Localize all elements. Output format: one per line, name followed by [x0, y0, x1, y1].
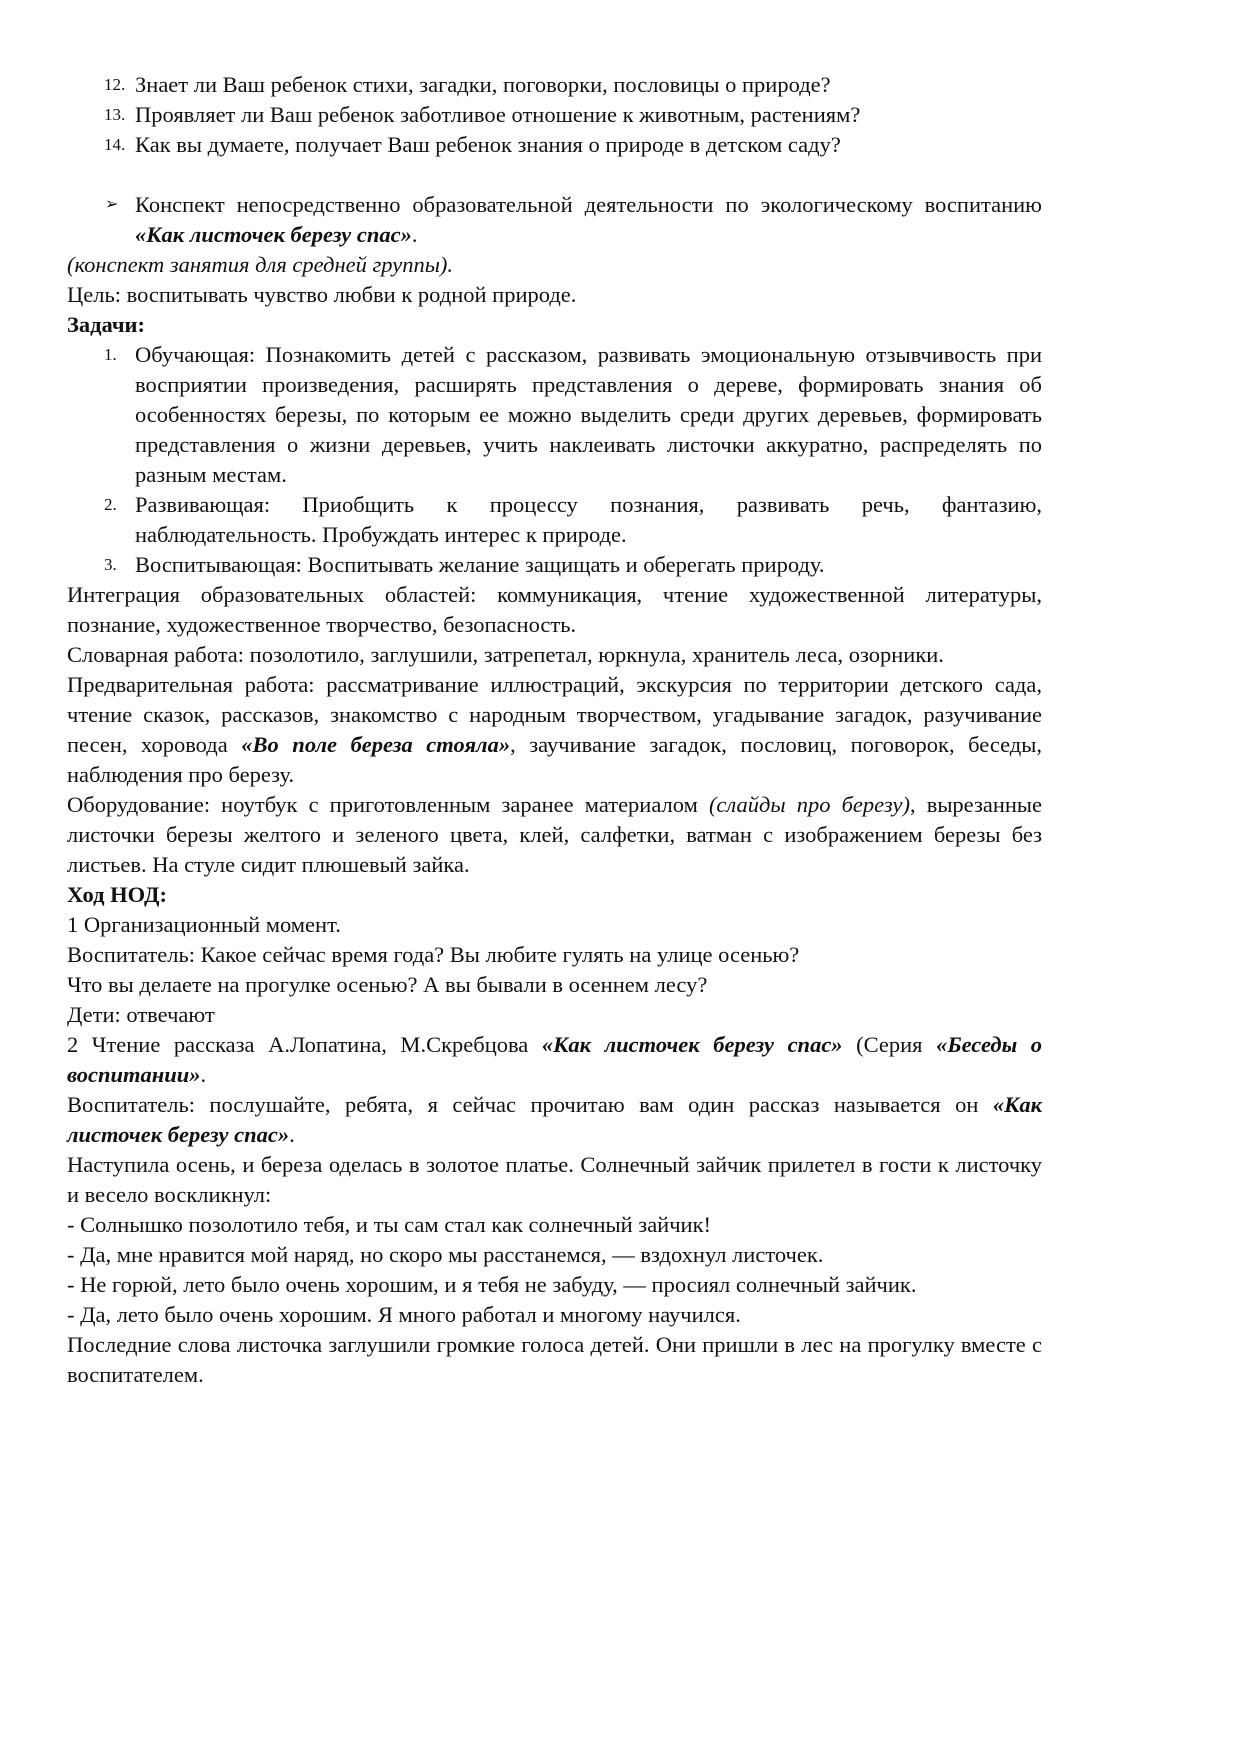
step-2-text: 2 Чтение рассказа А.Лопатина, М.Скребцова — [67, 1032, 542, 1057]
equipment-note: (слайды про березу) — [708, 792, 910, 817]
arrow-bullet-icon: ➢ — [105, 196, 119, 213]
question-text: Знает ли Ваш ребенок стихи, загадки, поговорки, пословицы о природе? — [135, 72, 831, 97]
task-text: Воспитывающая: Воспитывать желание защищать и оберегать природу. — [135, 552, 825, 577]
step-2 — [67, 1030, 1042, 1090]
teacher-line-cont: Что вы делаете на прогулке осенью? А вы бывали в осеннем лесу? — [67, 972, 708, 997]
question-number: 13. — [104, 105, 126, 124]
story-dialogue: - Не горюй, лето было очень хорошим, и я тебя не забуду, — просиял солнечный зайчик. — [67, 1272, 917, 1297]
equipment-text: Оборудование: ноутбук с приготовленным заранее материалом — [67, 792, 709, 817]
summary-end: . — [411, 222, 418, 247]
vocabulary-paragraph: Словарная работа: позолотило, заглушили, затрепетал, юркнула, хранитель леса, озорники. — [67, 642, 944, 667]
story-paragraph: Наступила осень, и береза оделась в золотое платье. Солнечный зайчик прилетел в гости к листочку и весело воскликнул: — [67, 1152, 1042, 1207]
story-title: «Как листочек березу спас» — [541, 1032, 843, 1057]
preliminary-paragraph — [67, 670, 1042, 790]
teacher-intro-end: . — [289, 1122, 295, 1147]
goal: Цель: воспитывать чувство любви к родной природе. — [67, 282, 577, 307]
question-item — [67, 100, 1042, 130]
story-paragraph: Последние слова листочка заглушили громкие голоса детей. Они пришли в лес на прогулку вместе с воспитателем. — [67, 1332, 1042, 1387]
question-text: Проявляет ли Ваш ребенок заботливое отношение к животным, растениям? — [135, 102, 861, 127]
task-text: Обучающая: Познакомить детей с рассказом, развивать эмоциональную отзывчивость при восприятии произведения, расширять представления о дереве, формировать знания об особенностях березы, по которым ее можно выделить среди других деревьев, формировать представления о жизни деревьев, учить наклеивать листочки аккуратно, распределять по разным местам. — [135, 342, 1042, 487]
preliminary-text: Предварительная работа: рассматривание иллюстраций, экскурсия по территории детского сада, чтение сказок, рассказов, знакомство с народным творчеством, угадывание загадок, разучивание песен, хоровода — [67, 672, 1042, 757]
subtitle: (конспект занятия для средней группы). — [67, 252, 454, 277]
task-item — [67, 490, 1042, 550]
step-1: 1 Организационный момент. — [67, 912, 341, 937]
dance-title: «Во поле береза стояла» — [241, 732, 511, 757]
task-number: 2. — [104, 495, 117, 514]
task-item — [67, 550, 1042, 580]
series-title: «Беседы о воспитании» — [67, 1032, 1043, 1087]
story-dialogue: - Солнышко позолотило тебя, и ты сам стал как солнечный зайчик! — [67, 1212, 712, 1237]
question-number: 12. — [104, 75, 126, 94]
preliminary-text-end: , заучивание загадок, пословиц, поговорок, беседы, наблюдения про березу. — [67, 732, 1042, 787]
summary-title: «Как листочек березу спас» — [135, 222, 412, 247]
summary-bullet — [67, 190, 1042, 250]
question-item — [67, 130, 1042, 160]
summary-text: Конспект непосредственно образовательной деятельности по экологическому воспитанию — [135, 192, 1042, 217]
teacher-intro — [67, 1090, 1042, 1150]
teacher-intro-text: Воспитатель: послушайте, ребята, я сейчас прочитаю вам один рассказ называется он — [67, 1092, 993, 1117]
story-dialogue: - Да, мне нравится мой наряд, но скоро мы расстанемся, — вздохнул листочек. — [67, 1242, 824, 1267]
teacher-line: Воспитатель: Какое сейчас время года? Вы любите гулять на улице осенью? — [67, 942, 800, 967]
tasks-heading: Задачи: — [67, 312, 146, 337]
course-heading: Ход НОД: — [67, 882, 168, 907]
story-title: «Как листочек березу спас» — [67, 1092, 1042, 1147]
question-number: 14. — [104, 135, 126, 154]
children-line: Дети: отвечают — [67, 1002, 215, 1027]
task-text: Развивающая: Приобщить к процессу познания, развивать речь, фантазию, наблюдательность. Пробуждать интерес к природе. — [135, 492, 1042, 547]
equipment-text-end: , вырезанные листочки березы желтого и зеленого цвета, клей, салфетки, ватман с изображением березы без листьев. На стуле сидит плюшевый зайка. — [67, 792, 1043, 877]
task-number: 3. — [104, 555, 117, 574]
document-page — [67, 70, 1042, 1390]
equipment-paragraph — [67, 790, 1042, 880]
story-dialogue: - Да, лето было очень хорошим. Я много работал и многому научился. — [67, 1302, 741, 1327]
task-item — [67, 340, 1042, 490]
step-2-mid: (Серия — [842, 1032, 937, 1057]
task-number: 1. — [104, 345, 117, 364]
integration-paragraph: Интеграция образовательных областей: коммуникация, чтение художественной литературы, познание, художественное творчество, безопасность. — [67, 582, 1042, 637]
question-text: Как вы думаете, получает Ваш ребенок знания о природе в детском саду? — [135, 132, 841, 157]
step-2-end: . — [200, 1062, 207, 1087]
question-item — [67, 70, 1042, 100]
